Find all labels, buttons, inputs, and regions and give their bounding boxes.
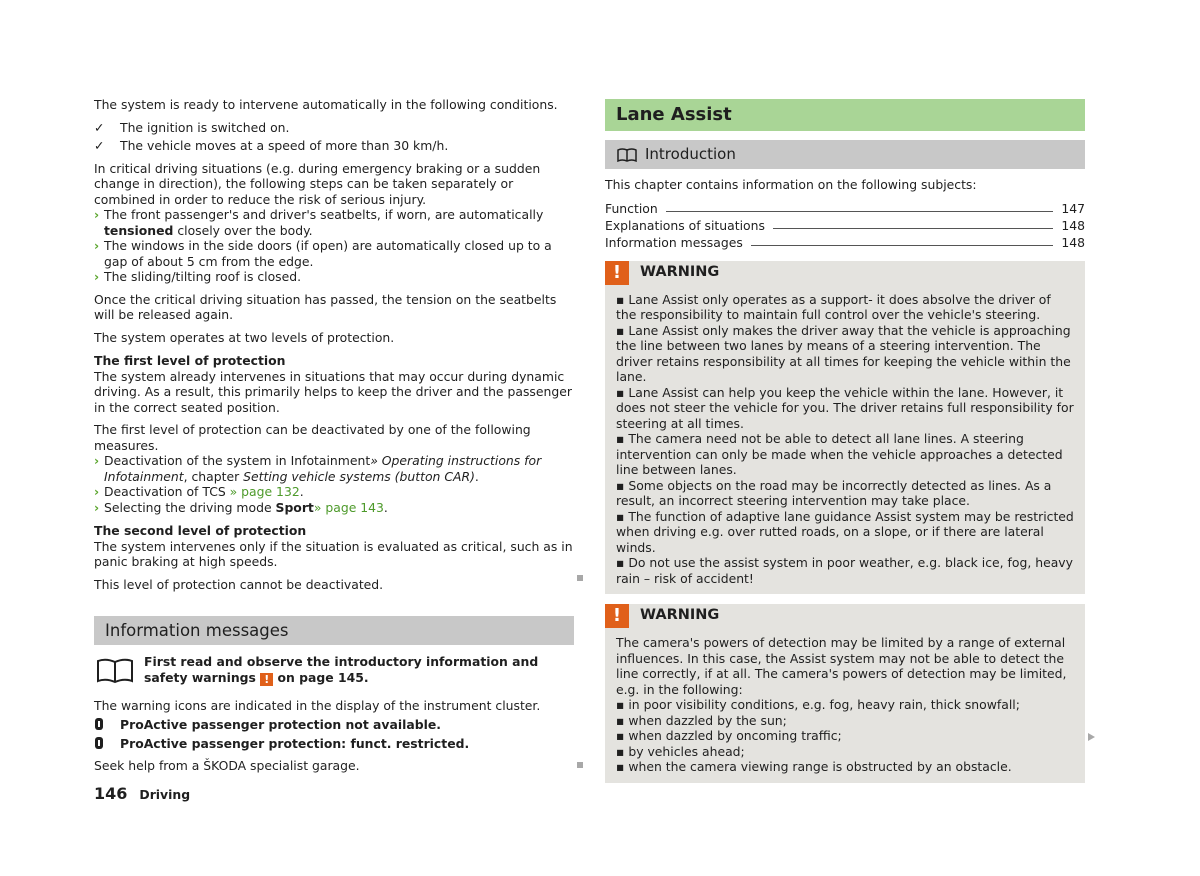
deactivation-text: . — [474, 468, 479, 484]
warning-item: ▪ The camera need not be able to detect all lane lines. A steering intervention can only be made when the vehicle approaches a detected line between lanes. — [616, 431, 1063, 477]
warning-item: ▪ Lane Assist can help you keep the vehicle within the lane. However, it does not steer the vehicle for you. The driver retains full responsibility for steering at all times. — [616, 384, 1074, 431]
section-heading-introduction — [605, 140, 1085, 169]
message-text: ProActive passenger protection not available. — [120, 717, 441, 732]
section-heading-information-messages: Information messages — [94, 616, 574, 645]
info-message-icon — [95, 737, 103, 749]
continue-triangle-icon — [1088, 733, 1095, 741]
step-emphasis: tensioned — [104, 222, 174, 238]
deactivation-text: . — [299, 484, 304, 499]
chapter-reference: Setting vehicle systems (button CAR) — [243, 468, 475, 484]
toc-page: 148 — [1061, 235, 1085, 250]
cannot-deactivate-paragraph — [94, 577, 574, 593]
deactivation-text: Selecting the driving mode — [104, 499, 276, 515]
deactivation-item — [94, 453, 574, 484]
cannot-deactivate-text: This level of protection cannot be deactivated. — [94, 576, 384, 592]
page-link[interactable]: » page 132 — [229, 484, 300, 499]
message-text: ProActive passenger protection: funct. restricted. — [120, 735, 470, 751]
deactivation-text: Deactivation of the system in Infotainment — [104, 453, 371, 468]
arrow-bullet-icon: › — [94, 238, 100, 253]
critical-paragraph: In critical driving situations (e.g. during emergency braking or a sudden change in direction), the following steps can be taken separately or combined in order to reduce the risk of serious injury. — [94, 160, 541, 207]
toc-entry[interactable] — [605, 217, 1085, 234]
introduction-label: Introduction — [645, 145, 736, 163]
open-book-icon — [617, 148, 637, 162]
step-text: The sliding/tilting roof is closed. — [104, 269, 302, 284]
step-text: closely over the body. — [173, 222, 313, 238]
table-of-contents — [605, 200, 1085, 251]
read-first-page: on page 145. — [273, 669, 369, 685]
deactivation-text: Deactivation of TCS — [104, 484, 230, 499]
deactivation-item — [94, 500, 574, 516]
step-item — [94, 238, 574, 269]
warning-item: ▪ when dazzled by oncoming traffic; — [616, 728, 842, 743]
arrow-bullet-icon: › — [94, 207, 100, 222]
after-paragraph: Once the critical driving situation has passed, the tension on the seatbelts will be released again. — [94, 291, 557, 322]
page-footer — [94, 786, 190, 803]
warning-box — [605, 604, 1085, 783]
left-column — [94, 97, 574, 781]
seek-help-text: Seek help from a ŠKODA specialist garage. — [94, 758, 360, 773]
page-link[interactable]: » page 143 — [313, 499, 384, 515]
right-column — [605, 97, 1085, 783]
warning-label: WARNING — [640, 607, 720, 624]
toc-leader — [751, 245, 1054, 246]
toc-leader — [773, 228, 1053, 229]
arrow-bullet-icon: › — [94, 269, 100, 284]
condition-item — [94, 138, 574, 154]
warning-item: ▪ Do not use the assist system in poor weather, e.g. black ice, fog, heavy rain – risk of accident! — [616, 555, 1073, 586]
condition-text: The vehicle moves at a speed of more than 30 km/h. — [120, 138, 449, 153]
toc-title: Function — [605, 201, 658, 216]
condition-item — [94, 120, 574, 136]
warning-item: ▪ Lane Assist only operates as a support- it does absolve the driver of the responsibility to maintain full control over the vehicle's steering. — [616, 291, 1051, 322]
step-item — [94, 207, 574, 238]
toc-page: 148 — [1061, 218, 1085, 233]
deactivation-item — [94, 484, 574, 500]
warning-body — [605, 292, 1085, 587]
seek-help-paragraph — [94, 758, 574, 774]
deactivation-text: , chapter — [183, 468, 244, 484]
toc-entry[interactable] — [605, 200, 1085, 217]
warning-item: ▪ when the camera viewing range is obstructed by an obstacle. — [616, 759, 1012, 774]
message-item — [94, 736, 574, 752]
mode-emphasis: Sport — [275, 499, 314, 515]
check-mark-icon: ✓ — [94, 119, 105, 135]
warning-box — [605, 261, 1085, 595]
first-level-heading: The first level of protection — [94, 353, 286, 368]
warning-item: ▪ in poor visibility conditions, e.g. fog, heavy rain, thick snowfall; — [616, 697, 1020, 712]
info-message-icon — [95, 718, 103, 730]
warning-item: ▪ by vehicles ahead; — [616, 743, 745, 759]
warning-icons-paragraph: The warning icons are indicated in the display of the instrument cluster. — [94, 697, 541, 713]
open-book-icon — [96, 658, 134, 684]
warning-body — [605, 635, 1085, 775]
second-level-heading: The second level of protection — [94, 523, 307, 538]
message-item — [94, 717, 574, 733]
warning-item: ▪ The function of adaptive lane guidance Assist system may be restricted when driving e.g. over rutted roads, on a slope, or if there are lateral winds. — [616, 508, 1074, 555]
warning-item: ▪ Lane Assist only makes the driver away that the vehicle is approaching the line between two lanes by means of a steering intervention. The driver retains responsibility at all times for keeping the vehicle within the lane. — [616, 322, 1071, 384]
warning-item: ▪ Some objects on the road may be incorrectly detected as lines. As a result, an incorrect steering intervention may take place. — [616, 477, 1052, 508]
step-text: The front passenger's and driver's seatbelts, if worn, are automatically — [104, 207, 544, 222]
step-text: The windows in the side doors (if open) are automatically closed up to a gap of about 5 cm from the edge. — [104, 238, 552, 269]
warning-label: WARNING — [640, 263, 720, 280]
warning-paragraph: The camera's powers of detection may be limited by a range of external influences. In this case, the Assist system may not be able to detect the line correctly, if at all. The camera's powers of detection may be limited, e.g. in the following: — [616, 635, 1067, 697]
first-level-deact-paragraph: The first level of protection can be deactivated by one of the following measures. — [94, 422, 531, 453]
check-mark-icon: ✓ — [94, 138, 105, 153]
warning-header — [605, 261, 1085, 285]
toc-leader — [666, 211, 1054, 212]
intro-paragraph: The system is ready to intervene automatically in the following conditions. — [94, 97, 558, 112]
toc-title: Information messages — [605, 235, 743, 250]
toc-page: 147 — [1061, 201, 1085, 216]
chapter-name: Driving — [139, 787, 191, 802]
chapter-title-lane-assist: Lane Assist — [605, 99, 1085, 131]
deactivation-text: . — [383, 499, 388, 515]
first-level-paragraph: The system already intervenes in situations that may occur during dynamic driving. As a result, this primarily helps to keep the driver and the passenger in the correct seated position. — [94, 368, 572, 415]
warning-item: ▪ when dazzled by the sun; — [616, 712, 787, 728]
chapter-contents-paragraph: This chapter contains information on the following subjects: — [605, 177, 977, 192]
condition-text: The ignition is switched on. — [120, 119, 290, 135]
read-first-note — [94, 654, 574, 686]
warning-icon: ! — [260, 673, 273, 686]
arrow-bullet-icon: › — [94, 499, 100, 515]
arrow-bullet-icon: › — [94, 484, 100, 499]
cross-reference: » Operating instructions for Infotainment — [104, 453, 542, 484]
warning-exclamation-icon: ! — [605, 261, 629, 285]
second-level-paragraph: The system intervenes only if the situation is evaluated as critical, such as in panic braking at high speeds. — [94, 538, 573, 569]
warning-header — [605, 604, 1085, 628]
page-number: 146 — [94, 784, 128, 803]
levels-paragraph: The system operates at two levels of protection. — [94, 329, 395, 345]
arrow-bullet-icon: › — [94, 453, 100, 468]
read-first-text: First read and observe the introductory information and safety warnings — [144, 654, 539, 685]
toc-title: Explanations of situations — [605, 218, 765, 233]
section-end-marker — [577, 762, 583, 768]
step-item — [94, 269, 574, 285]
warning-exclamation-icon: ! — [605, 604, 629, 628]
toc-entry[interactable] — [605, 234, 1085, 251]
section-end-marker — [577, 575, 583, 581]
